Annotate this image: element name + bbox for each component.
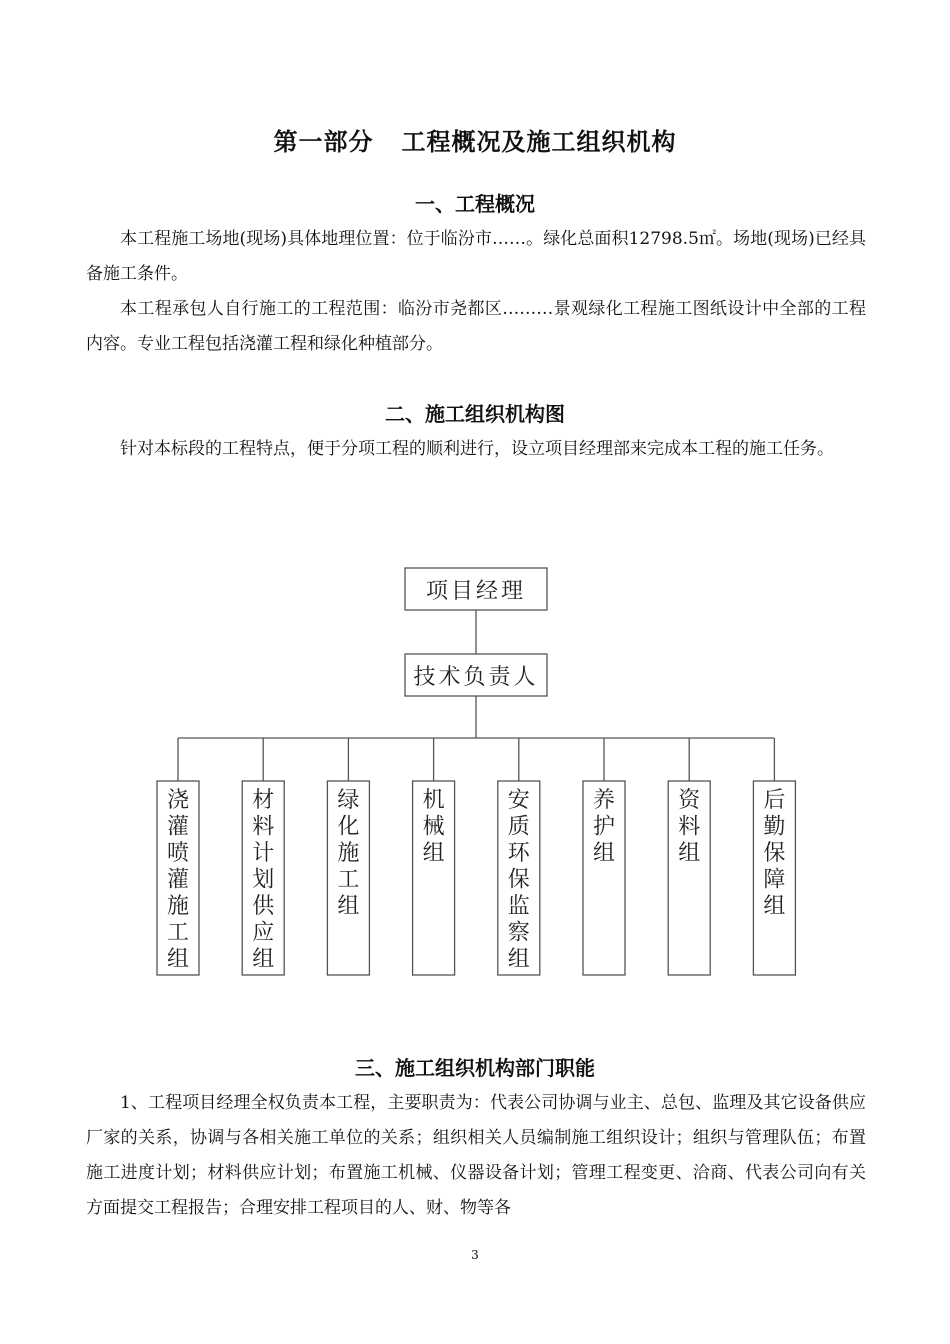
org-group-label: 机械组: [422, 788, 445, 866]
org-group-label: 后勤保障组: [763, 788, 786, 919]
title-main: 工程概况及施工组织机构: [401, 127, 677, 156]
paragraph: 针对本标段的工程特点，便于分项工程的顺利进行，设立项目经理部来完成本工程的施工任务。: [120, 439, 834, 459]
org-group-label: 浇灌喷灌施工组: [166, 788, 190, 972]
org-second-label: 技术负责人: [413, 665, 539, 690]
section-heading-functions: 三、施工组织机构部门职能: [355, 1056, 595, 1080]
paragraph: 本工程承包人自行施工的工程范围：临汾市尧都区………景观绿化工程施工图纸设计中全部的工程内容。专业工程包括浇灌工程和绿化种植部分。: [86, 299, 866, 354]
paragraph: 本工程施工场地(现场)具体地理位置：位于临汾市……。绿化总面积12798.5㎡。场地(现场)已经具备施工条件。: [86, 229, 866, 284]
section-heading-org-chart: 二、施工组织机构图: [385, 402, 565, 426]
org-group-label: 资料组: [678, 788, 701, 866]
section-body-functions: [86, 1086, 866, 1226]
paragraph: 1、工程项目经理全权负责本工程，主要职责为：代表公司协调与业主、总包、监理及其它设备供应厂家的关系，协调与各相关施工单位的关系；组织相关人员编制施工组织设计；组织与管理队伍；布置施工进度计划；材料供应计划；布置施工机械、仪器设备计划；管理工程变更、洽商、代表公司向有关方面提交工程报告；合理安排工程项目的人、财、物等各: [86, 1093, 866, 1218]
title-part: 第一部分: [273, 127, 374, 156]
page-number: 3: [471, 1248, 479, 1262]
org-group-label: 材料计划供应组: [252, 788, 275, 972]
org-group-label: 绿化施工组: [337, 788, 360, 919]
org-group-label: 养护组: [592, 788, 616, 866]
org-top-label: 项目经理: [425, 579, 527, 604]
section-heading-overview: 一、工程概况: [415, 192, 535, 216]
org-group-label: 安质环保监察组: [507, 788, 530, 972]
